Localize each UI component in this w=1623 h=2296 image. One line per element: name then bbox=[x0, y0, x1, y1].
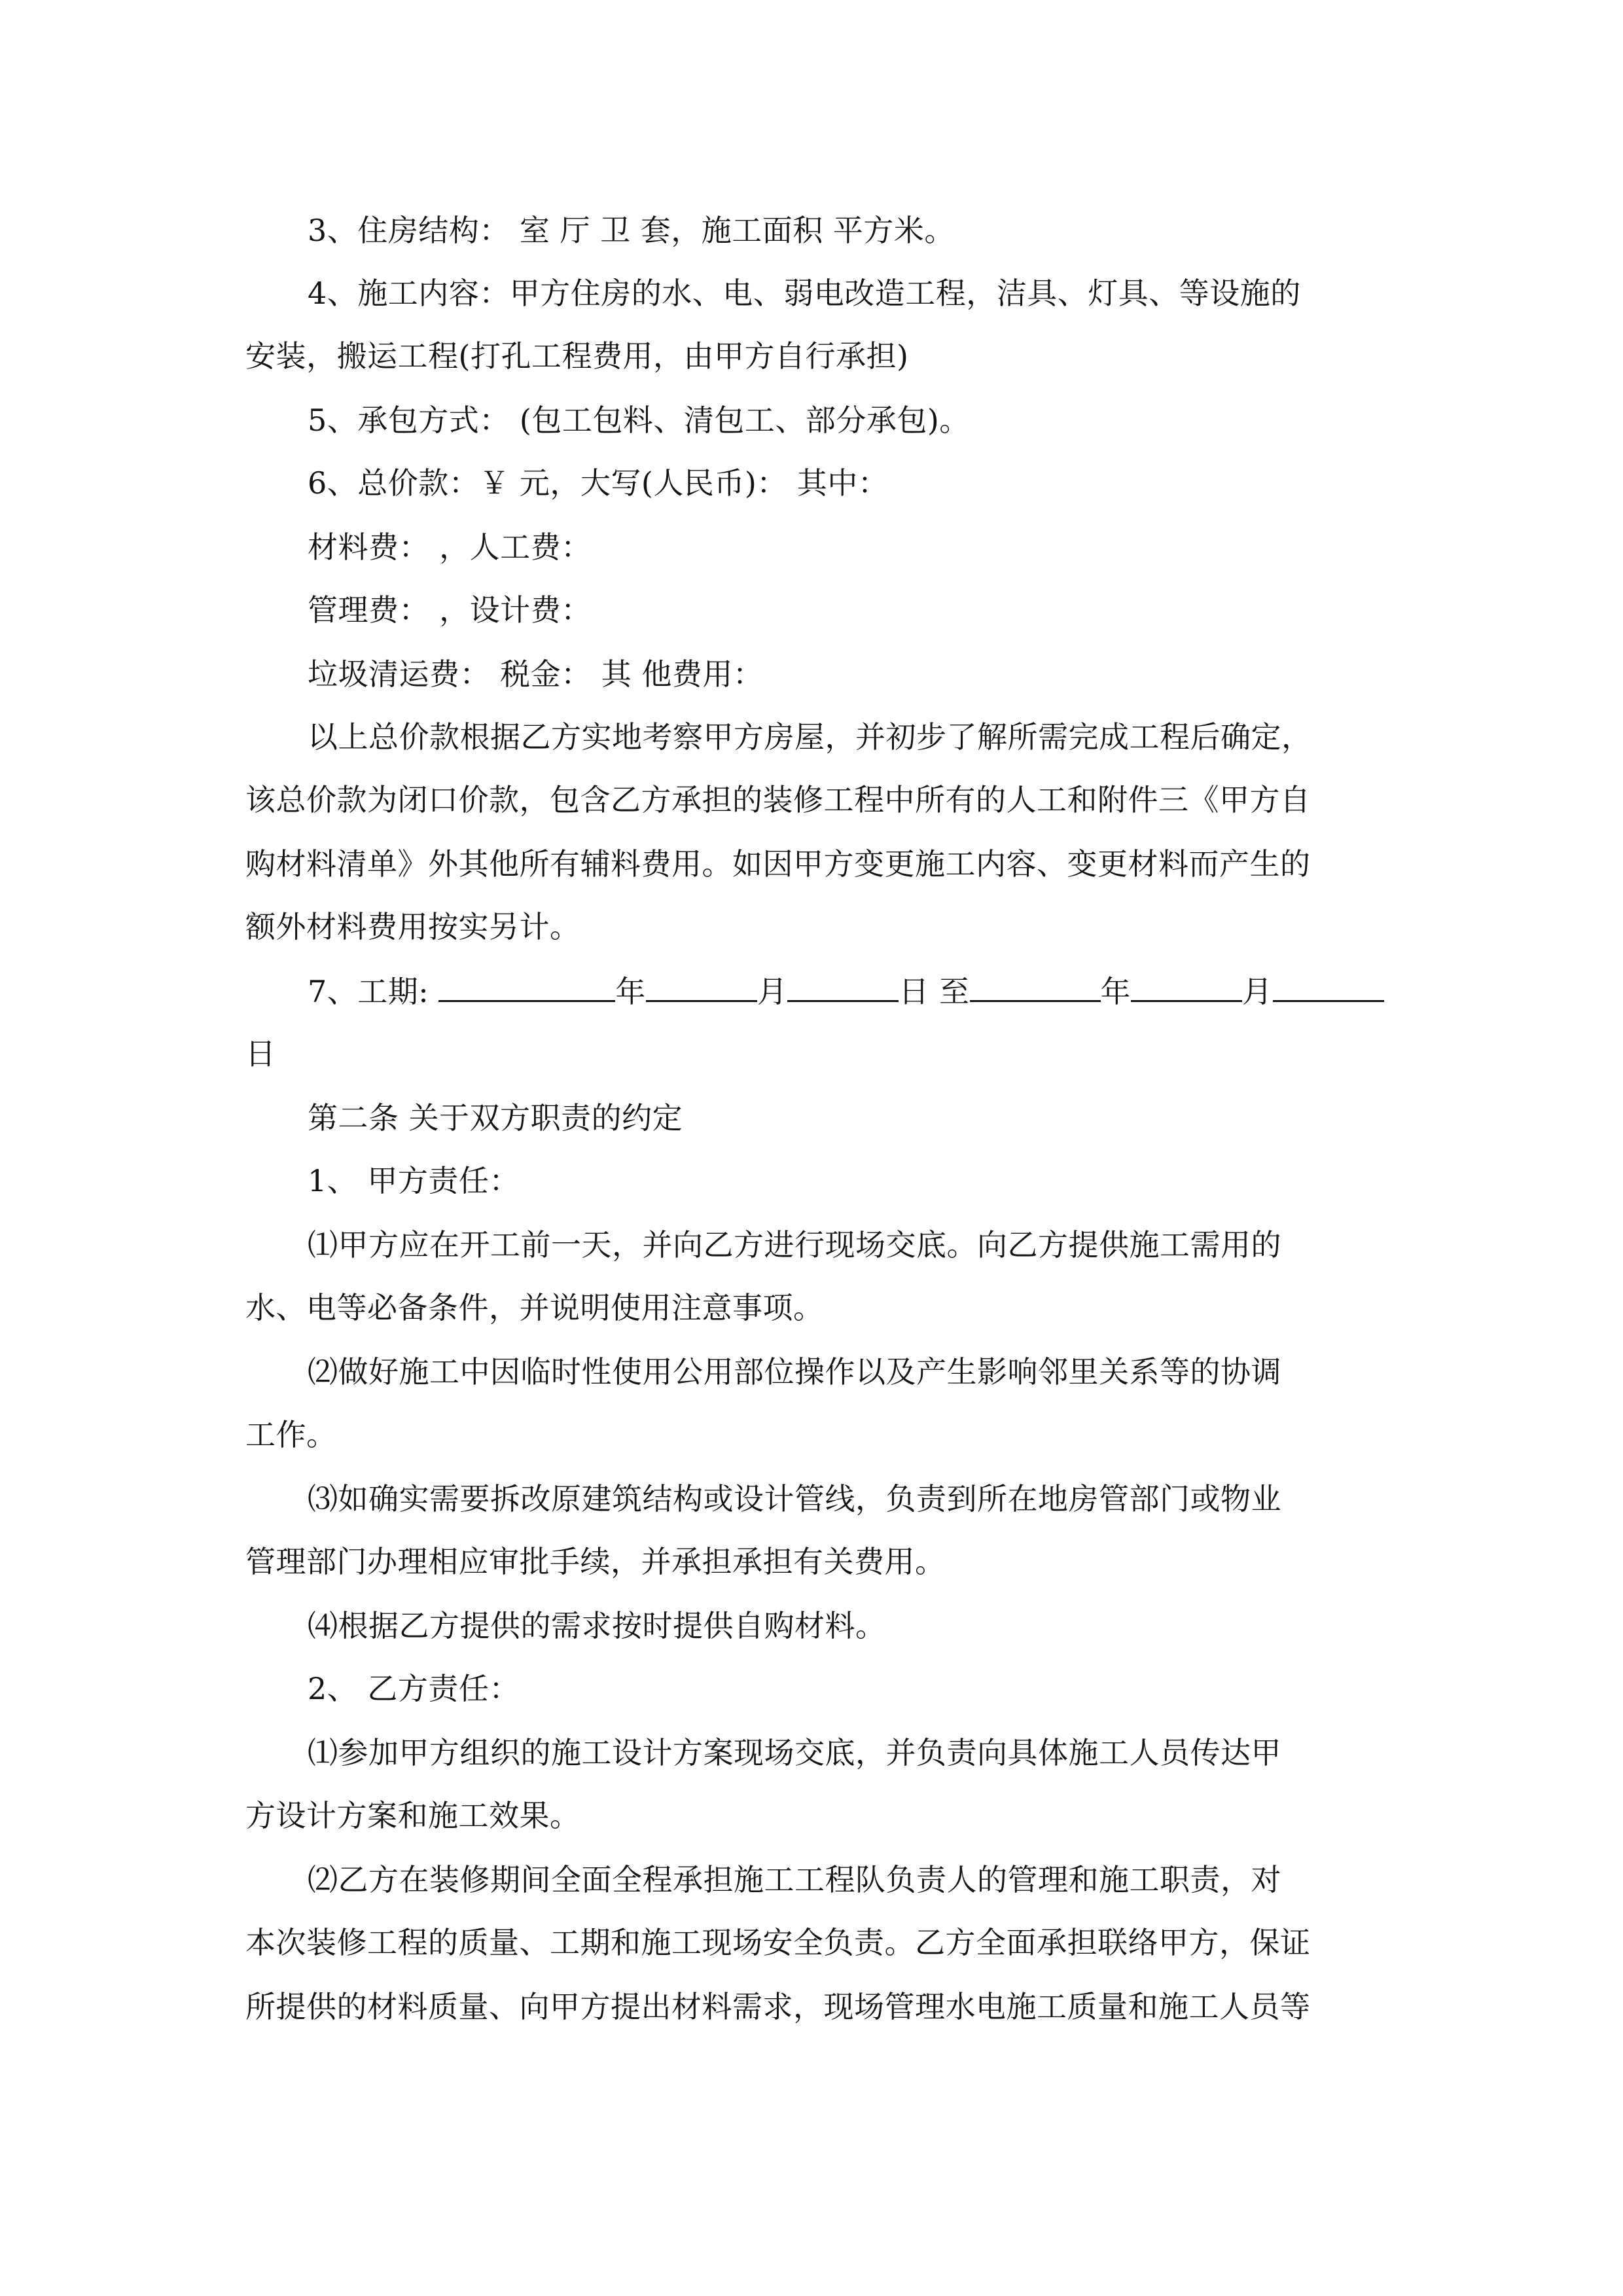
total-price-line: 6、总价款：￥ 元，大写(人民币)： 其中： bbox=[308, 465, 889, 501]
party-a-duty-1-line-2: 水、电等必备条件，并说明使用注意事项。 bbox=[245, 1290, 824, 1325]
party-a-duty-3-line-2: 管理部门办理相应审批手续，并承担承担有关费用。 bbox=[245, 1544, 946, 1579]
party-a-duty-heading: 1、 甲方责任： bbox=[308, 1163, 520, 1198]
schedule-line bbox=[308, 971, 1384, 1011]
party-b-duty-1-line-1: ⑴参加甲方组织的施工设计方案现场交底，并负责向具体施工人员传达甲 bbox=[308, 1735, 1281, 1770]
party-b-duty-2-line-3: 所提供的材料质量、向甲方提出材料需求，现场管理水电施工质量和施工人员等 bbox=[245, 1989, 1311, 2024]
start-day-blank bbox=[787, 971, 899, 1002]
construction-content-line: 4、施工内容：甲方住房的水、电、弱电改造工程，洁具、灯具、等设施的 bbox=[308, 276, 1301, 311]
price-basis-line-3: 购材料清单》外其他所有辅料费用。如因甲方变更施工内容、变更材料而产生的 bbox=[245, 846, 1311, 882]
start-day-text: 日 bbox=[899, 974, 929, 1009]
management-design-fee-line: 管理费： ，设计费： bbox=[308, 592, 592, 628]
party-a-duty-3-line-1: ⑶如确实需要拆改原建筑结构或设计管线，负责到所在地房管部门或物业 bbox=[308, 1481, 1281, 1516]
contract-method-line: 5、承包方式： (包工包料、清包工、部分承包)。 bbox=[308, 403, 970, 438]
party-b-duty-2-line-1: ⑵乙方在装修期间全面全程承担施工工程队负责人的管理和施工职责，对 bbox=[308, 1862, 1281, 1897]
material-labor-fee-line: 材料费： ，人工费： bbox=[308, 529, 592, 565]
article-two-heading: 第二条 关于双方职责的约定 bbox=[308, 1100, 683, 1136]
end-year-text: 年 bbox=[1100, 974, 1132, 1009]
start-month-text: 月 bbox=[757, 974, 788, 1009]
other-fees-line: 垃圾清运费： 税金： 其 他费用： bbox=[308, 656, 764, 692]
price-basis-line-2: 该总价款为闭口价款，包含乙方承担的装修工程中所有的人工和附件三《甲方自 bbox=[245, 782, 1311, 817]
end-month-text: 月 bbox=[1242, 974, 1273, 1009]
party-a-duty-1-line-1: ⑴甲方应在开工前一天，并向乙方进行现场交底。向乙方提供施工需用的 bbox=[308, 1227, 1281, 1263]
party-a-duty-4-line: ⑷根据乙方提供的需求按时提供自购材料。 bbox=[308, 1608, 886, 1643]
price-basis-line-1: 以上总价款根据乙方实地考察甲方房屋，并初步了解所需完成工程后确定， bbox=[308, 719, 1312, 755]
to-text: 至 bbox=[939, 974, 970, 1009]
schedule-end-day: 日 bbox=[245, 1036, 276, 1071]
construction-content-cont: 安装，搬运工程(打孔工程费用，由甲方自行承担) bbox=[245, 338, 909, 374]
start-month-blank bbox=[646, 971, 757, 1002]
end-year-blank bbox=[970, 971, 1101, 1002]
party-b-duty-1-line-2: 方设计方案和施工效果。 bbox=[245, 1798, 580, 1833]
end-month-blank bbox=[1131, 971, 1242, 1002]
start-year-text: 年 bbox=[615, 974, 646, 1009]
party-b-duty-2-line-2: 本次装修工程的质量、工期和施工现场安全负责。乙方全面承担联络甲方，保证 bbox=[245, 1925, 1311, 1960]
end-day-blank bbox=[1273, 971, 1384, 1002]
party-b-duty-heading: 2、 乙方责任： bbox=[308, 1671, 520, 1706]
party-a-duty-2-line-1: ⑵做好施工中因临时性使用公用部位操作以及产生影响邻里关系等的协调 bbox=[308, 1354, 1281, 1390]
schedule-label: 7、工期: bbox=[308, 974, 429, 1009]
price-basis-line-4: 额外材料费用按实另计。 bbox=[245, 909, 580, 944]
party-a-duty-2-line-2: 工作。 bbox=[245, 1417, 337, 1452]
start-year-blank bbox=[438, 971, 615, 1002]
housing-structure-line: 3、住房结构： 室 厅 卫 套，施工面积 平方米。 bbox=[308, 213, 955, 248]
